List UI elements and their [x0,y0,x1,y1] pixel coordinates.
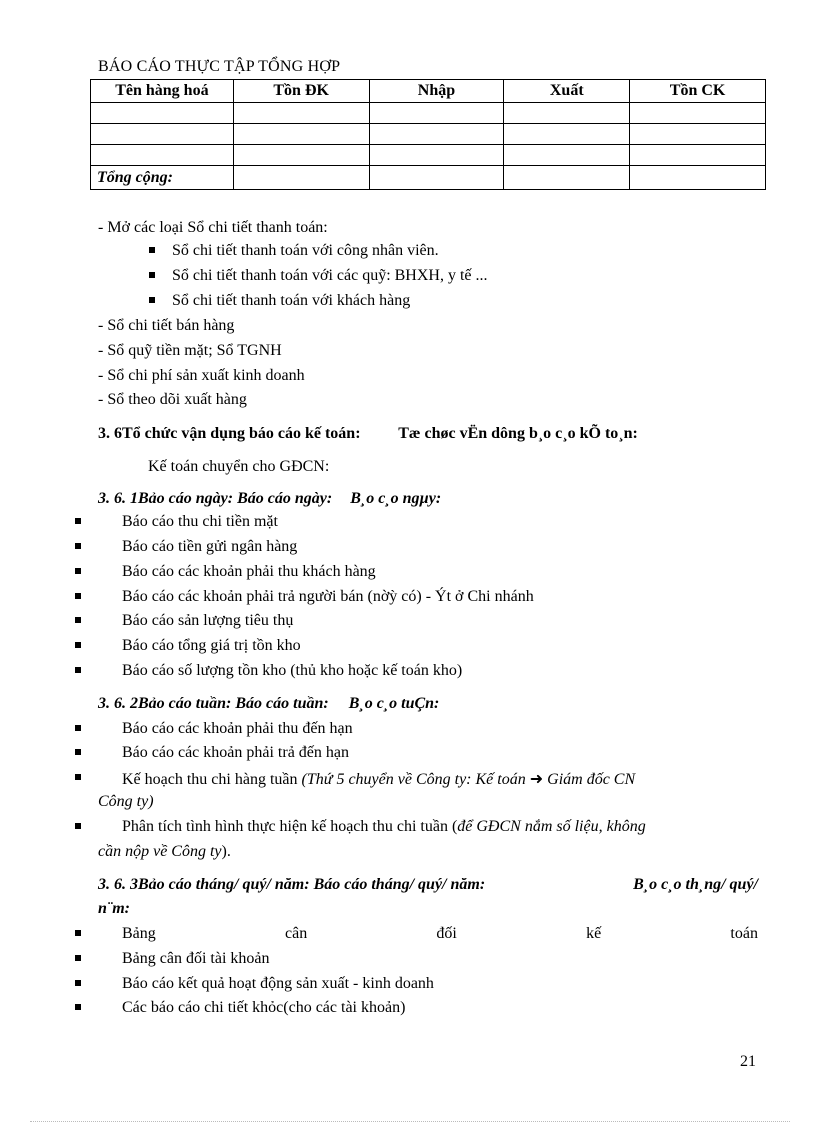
table-row [91,124,766,145]
column-header: Nhập [369,80,504,103]
list-item-continued: Công ty) [98,793,154,810]
list-item: Sổ chi tiết thanh toán với các quỹ: BHXH, y tế ... [172,267,488,284]
list-item: Báo cáo tiền gửi ngân hàng [122,538,298,555]
arrow-right-icon: ➜ [529,771,544,788]
bullet-icon [149,247,155,253]
list-item: Báo cáo tổng giá trị tồn kho [122,637,301,654]
list-item: Sổ chi tiết thanh toán với khách hàng [172,292,411,309]
table-header-row [91,80,766,103]
bullet-icon [75,725,81,731]
list-item: Các báo cáo chi tiết khỏc(cho các tài khoản) [122,999,406,1016]
bullet-icon [75,823,81,829]
column-header: Tồn CK [630,80,766,103]
bullet-icon [75,749,81,755]
list-item: - Sổ chi tiết bán hàng [98,317,235,334]
bullet-icon [75,617,81,623]
list-item: - Sổ quỹ tiền mặt; Sổ TGNH [98,342,282,359]
list-item: - Sổ theo dõi xuất hàng [98,391,247,408]
list-item: Bảng cân đối tài khoản [122,950,270,967]
table-row [91,103,766,124]
bullet-icon [75,593,81,599]
bullet-icon [75,568,81,574]
section-heading: 3. 6Tổ chức vận dụng báo cáo kế toán: Tæ chøc vËn dông b¸o c¸o kÕ to¸n: [98,425,638,442]
bullet-icon [75,1004,81,1010]
list-item: Báo cáo các khoản phải thu khách hàng [122,563,376,580]
table-row [91,145,766,166]
column-header: Tồn ĐK [233,80,369,103]
list-item: Báo cáo các khoản phải trả đến hạn [122,744,350,761]
list-item: Phân tích tình hình thực hiện kế hoạch thu chi tuần (để GĐCN nắm số liệu, không [122,818,646,835]
monthly-heading: 3. 6. 3Bảo cáo tháng/ quý/ năm: Báo cáo tháng/ quý/ năm: B¸o c¸o th¸ng/ quý/ [98,876,758,893]
column-header: Tên hàng hoá [91,80,234,103]
column-header: Xuất [504,80,630,103]
daily-heading: 3. 6. 1Bảo cáo ngày: Báo cáo ngày: B¸o c¸o ngµy: [98,490,442,507]
bullet-icon [149,272,155,278]
page-number: 21 [740,1053,756,1070]
inventory-table [90,79,766,190]
bullet-icon [75,955,81,961]
list-item: Sổ chi tiết thanh toán với công nhân viên. [172,242,439,259]
table-total-row [91,166,766,190]
bullet-icon [149,297,155,303]
list-item: Báo cáo số lượng tồn kho (thủ kho hoặc kế toán kho) [122,662,463,679]
bullet-icon [75,543,81,549]
list-item: Báo cáo sản lượng tiêu thụ [122,612,294,629]
list-item: Báo cáo kết quả hoạt động sản xuất - kinh doanh [122,975,434,992]
monthly-heading-continued: n¨m: [98,900,130,917]
list-item: Báo cáo các khoản phải thu đến hạn [122,720,353,737]
bullet-icon [75,980,81,986]
list-item: Báo cáo thu chi tiền mặt [122,513,278,530]
list-item: Báo cáo các khoản phải trả người bán (nờỳ có) - Ýt ở Chi nhánh [122,588,534,605]
bullet-icon [75,518,81,524]
weekly-heading: 3. 6. 2Bảo cáo tuần: Báo cáo tuần: B¸o c¸o tuÇn: [98,695,440,712]
transfer-note: Kế toán chuyển cho GĐCN: [148,458,330,475]
list-item-continued: cần nộp về Công ty). [98,843,231,860]
bullet-icon [75,930,81,936]
list-item: Kế hoạch thu chi hàng tuần (Thứ 5 chuyển về Công ty: Kế toán ➜ Giám đốc CN [122,771,636,788]
bullet-icon [75,667,81,673]
bullet-icon [75,774,81,780]
list-item: Bảng cân đối kế toán [122,925,758,942]
list-item: - Sổ chi phí sản xuất kinh doanh [98,367,305,384]
bullet-icon [75,642,81,648]
report-header: BÁO CÁO THỰC TẬP TỔNG HỢP [98,58,341,75]
page-edge-divider [30,1121,790,1122]
total-label: Tổng cộng: [91,166,234,190]
ledger-intro: - Mở các loại Sổ chi tiết thanh toán: [98,219,328,236]
